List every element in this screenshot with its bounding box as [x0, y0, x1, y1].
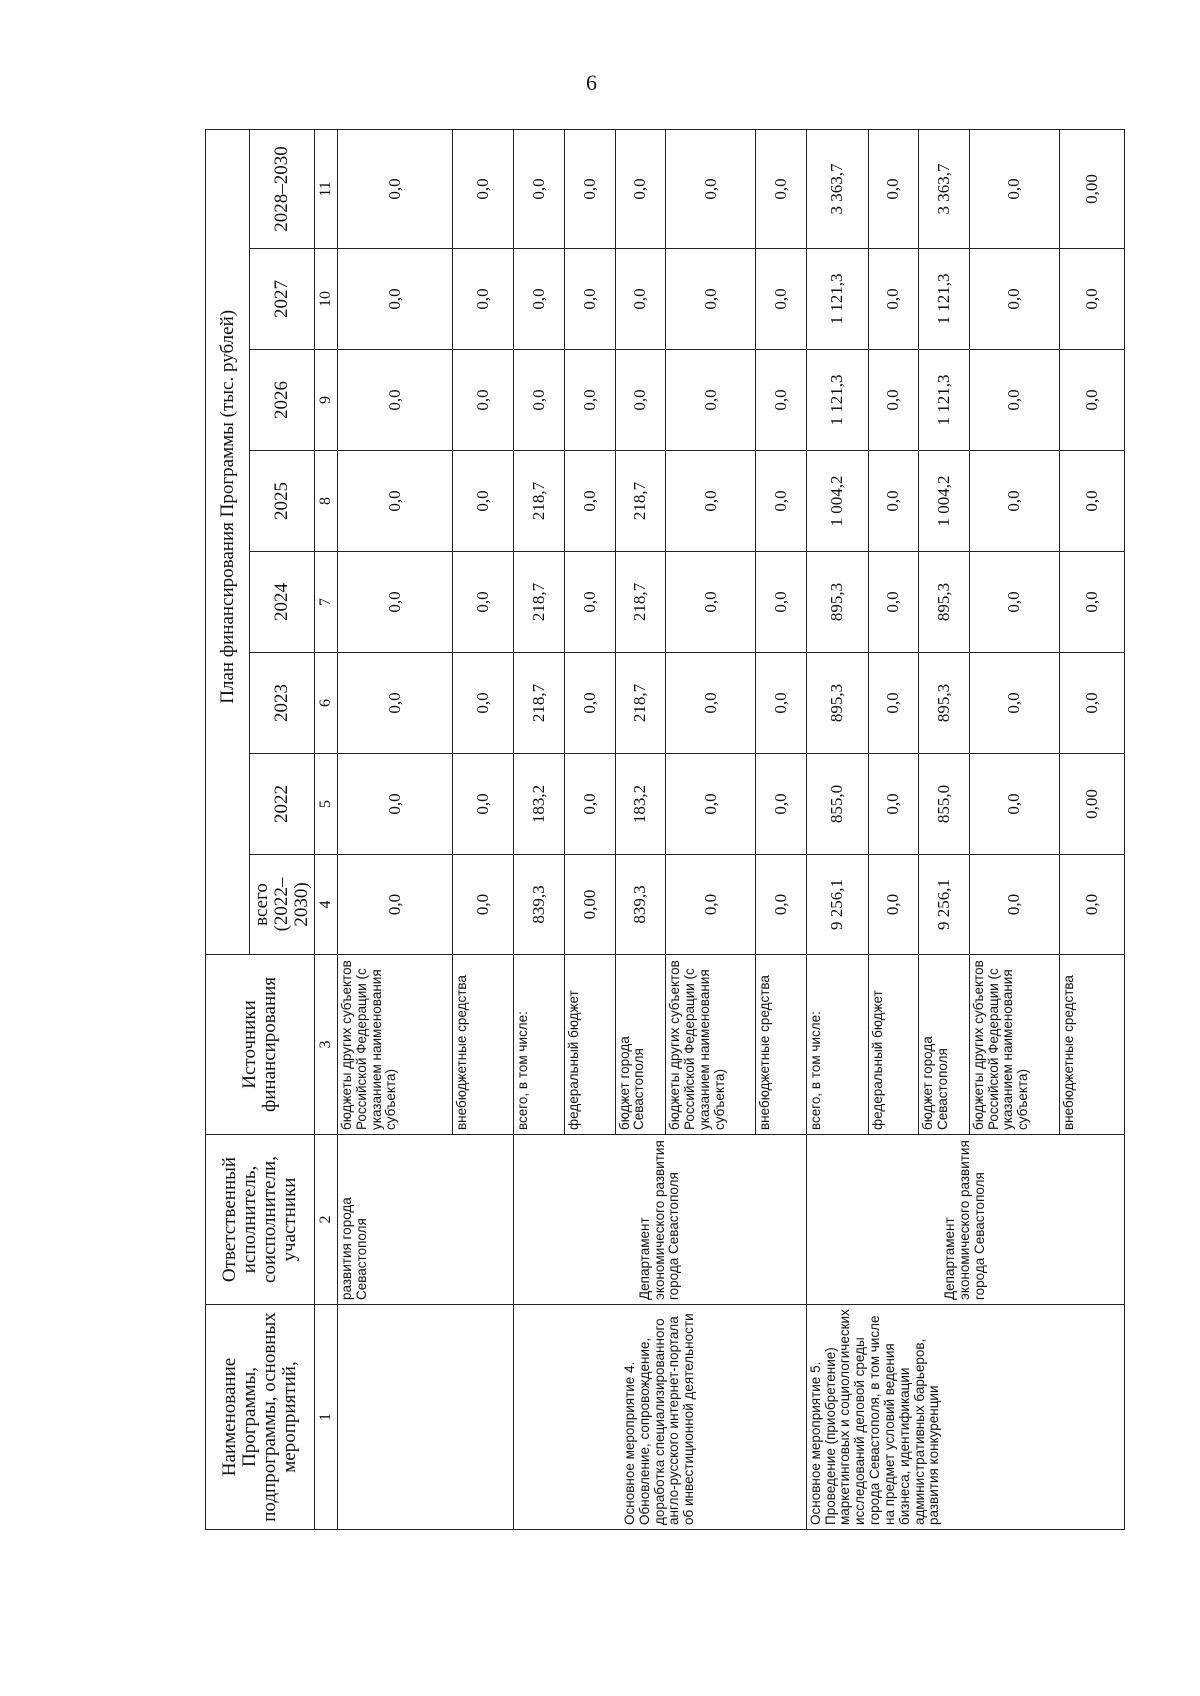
value-cell: 0,0	[1059, 855, 1124, 955]
value-cell: 218,7	[615, 552, 666, 653]
value-cell: 0,0	[868, 451, 919, 552]
value-cell: 0,0	[337, 451, 452, 552]
value-cell: 855,0	[919, 754, 970, 855]
value-cell: 855,0	[806, 754, 868, 855]
value-cell: 0,00	[1059, 129, 1124, 248]
header-year: 2024	[250, 552, 315, 653]
value-cell: 0,0	[1059, 552, 1124, 653]
value-cell: 0,0	[452, 552, 514, 653]
source-cell: внебюджетные средства	[756, 955, 807, 1135]
value-cell: 0,0	[756, 552, 807, 653]
value-cell: 0,0	[969, 754, 1059, 855]
value-cell: 1 004,2	[919, 451, 970, 552]
value-cell: 0,0	[756, 249, 807, 350]
header-total: всего (2022–2030)	[250, 855, 315, 955]
value-cell: 0,0	[514, 249, 565, 350]
value-cell: 0,0	[868, 855, 919, 955]
column-number: 5	[314, 754, 337, 855]
source-cell: бюджеты других субъектов Российской Федерации (с указанием наименования субъекта)	[666, 955, 756, 1135]
rotated-table-area	[205, 130, 1125, 1530]
column-numbers-row	[314, 129, 337, 1529]
header-year: 2025	[250, 451, 315, 552]
value-cell: 0,0	[337, 552, 452, 653]
column-number: 10	[314, 249, 337, 350]
value-cell: 0,0	[615, 249, 666, 350]
value-cell: 0,0	[756, 653, 807, 754]
source-cell: бюджеты других субъектов Российской Федерации (с указанием наименования субъекта)	[337, 955, 452, 1135]
source-cell: всего, в том числе:	[806, 955, 868, 1135]
value-cell: 218,7	[514, 653, 565, 754]
value-cell: 0,0	[868, 653, 919, 754]
responsible-cell: развития города Севастополя	[337, 1135, 514, 1305]
value-cell: 0,0	[756, 754, 807, 855]
value-cell: 0,0	[452, 855, 514, 955]
value-cell: 0,0	[564, 451, 615, 552]
value-cell: 1 121,3	[806, 350, 868, 451]
value-cell: 1 121,3	[919, 350, 970, 451]
value-cell: 218,7	[615, 653, 666, 754]
value-cell: 0,0	[969, 350, 1059, 451]
value-cell: 0,0	[514, 129, 565, 248]
value-cell: 0,0	[969, 855, 1059, 955]
value-cell: 1 004,2	[806, 451, 868, 552]
column-number: 4	[314, 855, 337, 955]
value-cell: 0,0	[564, 129, 615, 248]
value-cell: 0,0	[337, 129, 452, 248]
value-cell: 218,7	[514, 451, 565, 552]
source-cell: федеральный бюджет	[564, 955, 615, 1135]
page-number: 6	[586, 70, 597, 95]
header-row-1	[206, 129, 250, 1529]
financing-table-wrap	[205, 130, 1125, 1530]
value-cell: 0,0	[969, 129, 1059, 248]
value-cell: 218,7	[514, 552, 565, 653]
value-cell: 0,0	[868, 249, 919, 350]
value-cell: 0,0	[756, 451, 807, 552]
source-cell: внебюджетные средства	[1059, 955, 1124, 1135]
value-cell: 0,0	[969, 451, 1059, 552]
value-cell: 218,7	[615, 451, 666, 552]
value-cell: 0,0	[756, 855, 807, 955]
source-cell: федеральный бюджет	[868, 955, 919, 1135]
program-name-cell	[337, 1305, 514, 1530]
value-cell: 0,0	[615, 129, 666, 248]
value-cell: 895,3	[919, 552, 970, 653]
value-cell: 0,0	[337, 653, 452, 754]
column-number: 7	[314, 552, 337, 653]
value-cell: 0,0	[666, 451, 756, 552]
value-cell: 0,00	[564, 855, 615, 955]
table-row	[514, 129, 565, 1529]
value-cell: 0,0	[564, 653, 615, 754]
value-cell: 0,0	[969, 552, 1059, 653]
value-cell: 0,0	[452, 754, 514, 855]
value-cell: 0,0	[452, 350, 514, 451]
value-cell: 0,0	[756, 350, 807, 451]
value-cell: 0,0	[666, 552, 756, 653]
value-cell: 895,3	[806, 552, 868, 653]
value-cell: 0,0	[514, 350, 565, 451]
table-row	[806, 129, 868, 1529]
column-number: 9	[314, 350, 337, 451]
value-cell: 0,0	[564, 754, 615, 855]
value-cell: 183,2	[615, 754, 666, 855]
value-cell: 0,0	[564, 249, 615, 350]
column-number: 3	[314, 955, 337, 1135]
header-year: 2022	[250, 754, 315, 855]
value-cell: 9 256,1	[806, 855, 868, 955]
value-cell: 0,0	[666, 653, 756, 754]
source-cell: бюджет города Севастополя	[615, 955, 666, 1135]
value-cell: 0,0	[1059, 249, 1124, 350]
column-number: 2	[314, 1135, 337, 1305]
column-number: 1	[314, 1305, 337, 1530]
responsible-cell: Департамент экономического развития города Севастополя	[514, 1135, 806, 1305]
value-cell: 0,0	[1059, 451, 1124, 552]
value-cell: 0,0	[666, 129, 756, 248]
value-cell: 1 121,3	[806, 249, 868, 350]
header-col2: Ответственный исполнитель, соисполнители, участники	[206, 1135, 315, 1305]
value-cell: 0,0	[337, 855, 452, 955]
value-cell: 895,3	[806, 653, 868, 754]
header-plan-title: План финансирования Программы (тыс. рублей)	[206, 129, 250, 954]
value-cell: 0,0	[452, 451, 514, 552]
financing-table	[205, 129, 1125, 1530]
header-year: 2026	[250, 350, 315, 451]
value-cell: 895,3	[919, 653, 970, 754]
source-cell: всего, в том числе:	[514, 955, 565, 1135]
table-row	[337, 129, 452, 1529]
value-cell: 0,0	[452, 653, 514, 754]
value-cell: 0,0	[1059, 653, 1124, 754]
program-name-cell: Основное мероприятие 5. Проведение (приобретение) маркетинговых и социологических исследований деловой среды города Севастополя, в том числе на предмет условий ведения бизнеса, идентификации административных барьеров, развития конкуренции	[806, 1305, 1124, 1530]
header-col1: Наименование Программы, подпрограммы, основных мероприятий,	[206, 1305, 315, 1530]
value-cell: 0,0	[452, 249, 514, 350]
value-cell: 0,0	[564, 350, 615, 451]
source-cell: внебюджетные средства	[452, 955, 514, 1135]
value-cell: 0,0	[756, 129, 807, 248]
header-year: 2028–2030	[250, 129, 315, 248]
value-cell: 9 256,1	[919, 855, 970, 955]
value-cell: 839,3	[514, 855, 565, 955]
value-cell: 0,0	[666, 754, 756, 855]
value-cell: 1 121,3	[919, 249, 970, 350]
responsible-cell: Департамент экономического развития города Севастополя	[806, 1135, 1124, 1305]
value-cell: 3 363,7	[919, 129, 970, 248]
value-cell: 0,0	[969, 249, 1059, 350]
value-cell: 839,3	[615, 855, 666, 955]
value-cell: 0,0	[868, 552, 919, 653]
value-cell: 0,0	[615, 350, 666, 451]
value-cell: 0,0	[1059, 350, 1124, 451]
column-number: 8	[314, 451, 337, 552]
header-year: 2027	[250, 249, 315, 350]
value-cell: 0,0	[337, 249, 452, 350]
value-cell: 183,2	[514, 754, 565, 855]
value-cell: 0,0	[337, 350, 452, 451]
value-cell: 3 363,7	[806, 129, 868, 248]
value-cell: 0,0	[868, 350, 919, 451]
source-cell: бюджеты других субъектов Российской Федерации (с указанием наименования субъекта)	[969, 955, 1059, 1135]
value-cell: 0,0	[666, 249, 756, 350]
source-cell: бюджет города Севастополя	[919, 955, 970, 1135]
value-cell: 0,0	[868, 754, 919, 855]
column-number: 11	[314, 129, 337, 248]
value-cell: 0,0	[666, 855, 756, 955]
program-name-cell: Основное мероприятие 4. Обновление, сопровождение, доработка специализированного англо-русского интернет-портала об инвестиционной деятельности	[514, 1305, 806, 1530]
value-cell: 0,0	[666, 350, 756, 451]
value-cell: 0,0	[564, 552, 615, 653]
value-cell: 0,0	[969, 653, 1059, 754]
value-cell: 0,0	[337, 754, 452, 855]
value-cell: 0,0	[868, 129, 919, 248]
value-cell: 0,0	[452, 129, 514, 248]
value-cell: 0,00	[1059, 754, 1124, 855]
header-year: 2023	[250, 653, 315, 754]
header-col3: Источники финансирования	[206, 955, 315, 1135]
column-number: 6	[314, 653, 337, 754]
